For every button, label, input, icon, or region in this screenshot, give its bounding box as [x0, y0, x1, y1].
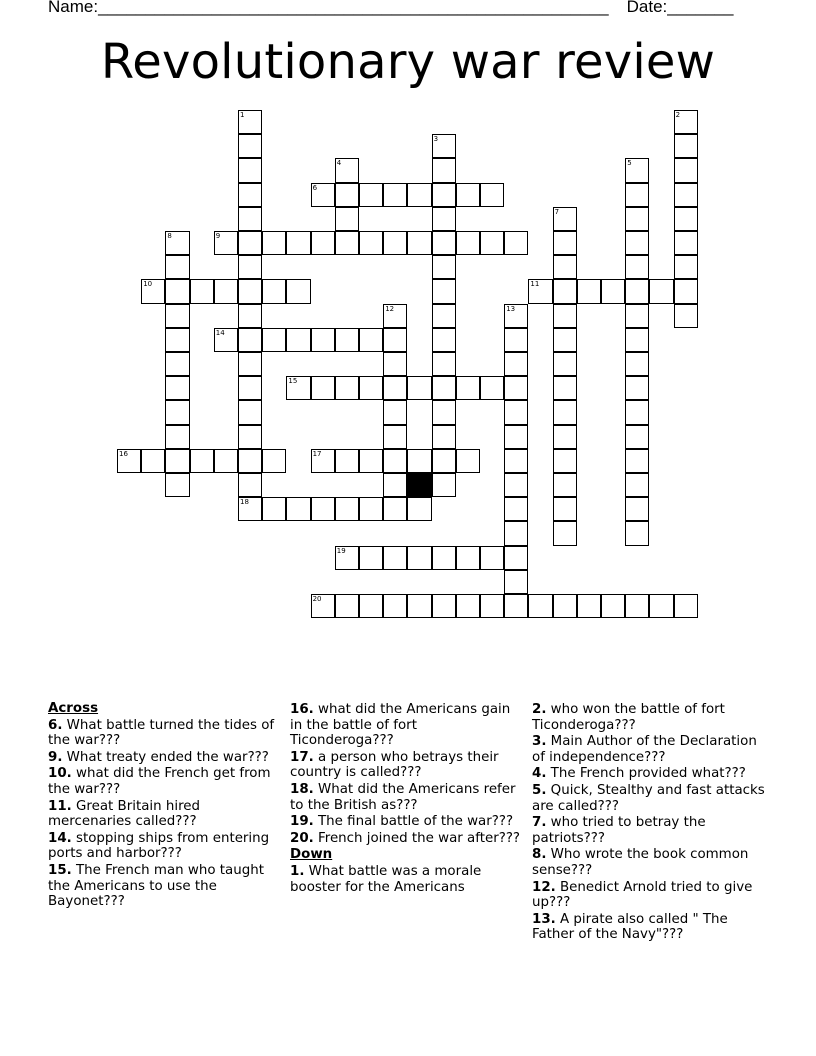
grid-cell[interactable] — [238, 231, 262, 255]
grid-cell[interactable] — [553, 521, 577, 545]
grid-cell[interactable] — [456, 594, 480, 618]
grid-cell[interactable] — [553, 449, 577, 473]
grid-cell[interactable] — [335, 328, 359, 352]
grid-cell[interactable] — [553, 594, 577, 618]
grid-cell[interactable] — [262, 497, 286, 521]
grid-cell[interactable] — [504, 521, 528, 545]
grid-cell[interactable] — [480, 594, 504, 618]
grid-cell[interactable] — [311, 594, 335, 618]
grid-cell[interactable] — [553, 231, 577, 255]
grid-cell[interactable] — [407, 183, 431, 207]
grid-cell[interactable] — [432, 134, 456, 158]
grid-cell[interactable] — [553, 497, 577, 521]
grid-cell[interactable] — [165, 255, 189, 279]
grid-cell[interactable] — [456, 231, 480, 255]
grid-cell[interactable] — [311, 376, 335, 400]
grid-cell[interactable] — [238, 328, 262, 352]
grid-cell[interactable] — [649, 594, 673, 618]
grid-cell[interactable] — [165, 304, 189, 328]
name-label: Name: — [48, 0, 99, 16]
grid-cell[interactable] — [674, 207, 698, 231]
clue-down-5: 5. Quick, Stealthy and fast attacks are called??? — [532, 782, 765, 814]
clue-number: 20 — [312, 595, 322, 603]
grid-cell[interactable] — [674, 594, 698, 618]
grid-cell[interactable] — [238, 134, 262, 158]
clue-number: 19 — [336, 546, 346, 555]
grid-cell[interactable] — [383, 546, 407, 570]
grid-cell[interactable] — [335, 207, 359, 231]
grid-cell[interactable] — [553, 352, 577, 376]
grid-cell[interactable] — [383, 400, 407, 424]
clue-across-19: 19. The final battle of the war??? — [290, 814, 514, 830]
grid-cell[interactable] — [335, 231, 359, 255]
grid-cell[interactable] — [238, 183, 262, 207]
grid-cell[interactable] — [238, 400, 262, 424]
grid-cell[interactable] — [456, 376, 480, 400]
grid-cell[interactable] — [504, 376, 528, 400]
clue-number: 1 — [240, 111, 245, 119]
grid-cell[interactable] — [286, 279, 310, 303]
clue-number: 18 — [240, 498, 249, 507]
clue-down-13: 13. A pirate also called " The Father of the Navy"??? — [532, 911, 728, 943]
grid-cell[interactable] — [456, 449, 480, 473]
grid-cell[interactable] — [528, 594, 552, 618]
grid-cell[interactable] — [553, 473, 577, 497]
clue-number: 7 — [554, 207, 560, 216]
clue-across-6: 6. What battle turned the tides of the war??? — [48, 717, 275, 749]
grid-cell[interactable] — [504, 473, 528, 497]
grid-cell[interactable] — [359, 231, 383, 255]
grid-cell[interactable] — [407, 497, 431, 521]
grid-cell[interactable] — [625, 400, 649, 424]
grid-cell[interactable] — [383, 473, 407, 497]
grid-cell[interactable] — [311, 231, 335, 255]
grid-cell[interactable] — [553, 425, 577, 449]
grid-cell[interactable] — [238, 304, 262, 328]
grid-cell[interactable] — [625, 425, 649, 449]
grid-cell[interactable] — [383, 425, 407, 449]
clue-number: 6 — [312, 183, 318, 192]
grid-cell[interactable] — [238, 158, 262, 182]
grid-cell[interactable] — [238, 110, 262, 134]
clue-across-11: 11. Great Britain hired mercenaries called??? — [48, 798, 201, 830]
black-cell — [407, 473, 431, 497]
clue-number: 4 — [336, 159, 342, 168]
grid-cell[interactable] — [359, 546, 383, 570]
clue-number: 17 — [312, 449, 322, 458]
grid-cell[interactable] — [335, 497, 359, 521]
grid-cell[interactable] — [553, 304, 577, 328]
grid-cell[interactable] — [286, 376, 310, 400]
grid-cell[interactable] — [286, 328, 310, 352]
grid-cell[interactable] — [190, 279, 214, 303]
grid-cell[interactable] — [625, 207, 649, 231]
grid-cell[interactable] — [383, 376, 407, 400]
header-line — [48, 0, 788, 17]
clue-down-7: 7. who tried to betray the patriots??? — [532, 815, 706, 846]
grid-cell[interactable] — [432, 400, 456, 424]
grid-cell[interactable] — [601, 279, 625, 303]
grid-cell[interactable] — [625, 183, 649, 207]
grid-cell[interactable] — [625, 521, 649, 545]
grid-cell[interactable] — [262, 449, 286, 473]
grid-cell[interactable] — [432, 473, 456, 497]
grid-cell[interactable] — [262, 279, 286, 303]
clue-down-2: 2. who won the battle of fort Ticonderoga??? — [532, 702, 725, 733]
grid-cell[interactable] — [504, 449, 528, 473]
grid-cell[interactable] — [432, 594, 456, 618]
grid-cell[interactable] — [165, 400, 189, 424]
grid-cell[interactable] — [504, 304, 528, 328]
grid-cell[interactable] — [432, 304, 456, 328]
down-heading: Down — [290, 847, 333, 863]
grid-cell[interactable] — [432, 352, 456, 376]
grid-cell[interactable] — [625, 279, 649, 303]
grid-cell[interactable] — [311, 328, 335, 352]
grid-cell[interactable] — [432, 207, 456, 231]
grid-cell[interactable] — [553, 207, 577, 231]
clue-across-18: 18. What did the Americans refer to the British as??? — [290, 781, 516, 813]
grid-cell[interactable] — [528, 279, 552, 303]
grid-cell[interactable] — [238, 425, 262, 449]
grid-cell[interactable] — [456, 546, 480, 570]
grid-cell[interactable] — [625, 473, 649, 497]
grid-cell[interactable] — [262, 231, 286, 255]
clue-across-9: 9. What treaty ended the war??? — [48, 749, 269, 765]
grid-cell[interactable] — [553, 279, 577, 303]
clue-across-20: 20. French joined the war after??? — [290, 830, 521, 846]
grid-cell[interactable] — [553, 328, 577, 352]
grid-cell[interactable] — [383, 328, 407, 352]
grid-cell[interactable] — [674, 255, 698, 279]
grid-cell[interactable] — [625, 449, 649, 473]
grid-cell[interactable] — [238, 352, 262, 376]
clue-down-12: 12. Benedict Arnold tried to give up??? — [532, 879, 753, 911]
grid-cell[interactable] — [335, 546, 359, 570]
grid-cell[interactable] — [335, 449, 359, 473]
grid-cell[interactable] — [214, 231, 238, 255]
grid-cell[interactable] — [359, 594, 383, 618]
grid-cell[interactable] — [141, 449, 165, 473]
grid-cell[interactable] — [383, 497, 407, 521]
grid-cell[interactable] — [165, 376, 189, 400]
grid-cell[interactable] — [504, 231, 528, 255]
grid-cell[interactable] — [480, 183, 504, 207]
grid-cell[interactable] — [311, 183, 335, 207]
grid-cell[interactable] — [625, 352, 649, 376]
date-blank[interactable]: _______ — [667, 0, 734, 16]
grid-cell[interactable] — [432, 328, 456, 352]
grid-cell[interactable] — [238, 255, 262, 279]
clue-number: 3 — [433, 135, 439, 144]
clue-number: 8 — [167, 232, 172, 240]
grid-cell[interactable] — [625, 497, 649, 521]
grid-cell[interactable] — [625, 255, 649, 279]
clue-down-3: 3. Main Author of the Declaration of independence??? — [532, 734, 757, 765]
grid-cell[interactable] — [674, 279, 698, 303]
clue-number: 5 — [627, 159, 632, 168]
name-blank[interactable]: ______________________________________________________ — [98, 0, 609, 16]
grid-cell[interactable] — [383, 231, 407, 255]
grid-cell[interactable] — [504, 328, 528, 352]
grid-cell[interactable] — [190, 449, 214, 473]
grid-cell[interactable] — [238, 449, 262, 473]
grid-cell[interactable] — [432, 546, 456, 570]
grid-cell[interactable] — [383, 304, 407, 328]
grid-cell[interactable] — [674, 183, 698, 207]
grid-cell[interactable] — [674, 134, 698, 158]
grid-cell[interactable] — [432, 279, 456, 303]
grid-cell[interactable] — [432, 231, 456, 255]
clue-number: 13 — [506, 304, 516, 313]
grid-cell[interactable] — [432, 449, 456, 473]
grid-cell[interactable] — [359, 449, 383, 473]
grid-cell[interactable] — [625, 594, 649, 618]
grid-cell[interactable] — [335, 183, 359, 207]
grid-cell[interactable] — [432, 425, 456, 449]
grid-cell[interactable] — [359, 376, 383, 400]
grid-cell[interactable] — [407, 594, 431, 618]
grid-cell[interactable] — [504, 352, 528, 376]
grid-cell[interactable] — [674, 158, 698, 182]
grid-cell[interactable] — [504, 497, 528, 521]
clue-across-14: 14. stopping ships from entering ports and harbor??? — [48, 830, 270, 862]
clue-down-8: 8. Who wrote the book common sense??? — [532, 847, 749, 878]
grid-cell[interactable] — [165, 328, 189, 352]
clue-number: 15 — [288, 377, 298, 386]
clue-column-3 — [532, 702, 768, 944]
grid-cell[interactable] — [383, 594, 407, 618]
grid-cell[interactable] — [383, 449, 407, 473]
grid-cell[interactable] — [165, 352, 189, 376]
grid-cell[interactable] — [311, 449, 335, 473]
grid-cell[interactable] — [432, 255, 456, 279]
grid-cell[interactable] — [504, 546, 528, 570]
grid-cell[interactable] — [625, 231, 649, 255]
grid-cell[interactable] — [238, 207, 262, 231]
grid-cell[interactable] — [504, 594, 528, 618]
clue-number: 2 — [675, 111, 681, 119]
grid-cell[interactable] — [407, 449, 431, 473]
across-heading: Across — [48, 701, 99, 716]
grid-cell[interactable] — [117, 449, 141, 473]
grid-cell[interactable] — [335, 158, 359, 182]
page-title: Revolutionary war review — [100, 34, 716, 90]
grid-cell[interactable] — [214, 328, 238, 352]
grid-cell[interactable] — [407, 376, 431, 400]
clue-across-10: 10. what did the French get from the war??? — [48, 766, 271, 797]
clue-number: 14 — [215, 328, 225, 337]
date-label: Date: — [626, 0, 668, 16]
grid-cell[interactable] — [480, 376, 504, 400]
clue-number: 9 — [215, 232, 221, 240]
grid-cell[interactable] — [238, 279, 262, 303]
grid-cell[interactable] — [674, 110, 698, 134]
clue-down-1: 1. What battle was a morale booster for the Americans — [290, 863, 482, 895]
grid-cell[interactable] — [335, 594, 359, 618]
grid-cell[interactable] — [141, 279, 165, 303]
grid-cell[interactable] — [649, 279, 673, 303]
grid-cell[interactable] — [625, 304, 649, 328]
clue-number: 10 — [143, 280, 153, 289]
grid-cell[interactable] — [286, 497, 310, 521]
grid-cell[interactable] — [214, 279, 238, 303]
clue-across-16: 16. what did the Americans gain in the battle of fort Ticonderoga??? — [290, 702, 511, 749]
grid-cell[interactable] — [625, 376, 649, 400]
grid-cell[interactable] — [674, 231, 698, 255]
grid-cell[interactable] — [407, 231, 431, 255]
clue-across-15: 15. The French man who taught the Americans to use the Bayonet??? — [48, 862, 264, 910]
grid-cell[interactable] — [432, 376, 456, 400]
grid-cell[interactable] — [165, 279, 189, 303]
grid-cell[interactable] — [238, 497, 262, 521]
grid-cell[interactable] — [601, 594, 625, 618]
grid-cell[interactable] — [407, 546, 431, 570]
grid-cell[interactable] — [165, 473, 189, 497]
clue-across-17: 17. a person who betrays their country is called??? — [290, 749, 499, 781]
grid-cell[interactable] — [335, 376, 359, 400]
grid-cell[interactable] — [286, 231, 310, 255]
grid-cell[interactable] — [674, 304, 698, 328]
grid-cell[interactable] — [504, 425, 528, 449]
grid-cell[interactable] — [359, 328, 383, 352]
grid-cell[interactable] — [577, 594, 601, 618]
grid-cell[interactable] — [504, 570, 528, 594]
grid-cell[interactable] — [553, 255, 577, 279]
grid-cell[interactable] — [359, 183, 383, 207]
clue-column-1 — [48, 701, 283, 911]
grid-cell[interactable] — [553, 376, 577, 400]
grid-cell[interactable] — [625, 328, 649, 352]
grid-cell[interactable] — [165, 231, 189, 255]
grid-cell[interactable] — [456, 183, 480, 207]
grid-cell[interactable] — [262, 328, 286, 352]
grid-cell[interactable] — [553, 400, 577, 424]
grid-cell[interactable] — [165, 449, 189, 473]
grid-cell[interactable] — [504, 400, 528, 424]
grid-cell[interactable] — [238, 473, 262, 497]
grid-cell[interactable] — [214, 449, 238, 473]
grid-cell[interactable] — [625, 158, 649, 182]
grid-cell[interactable] — [383, 183, 407, 207]
clue-number: 11 — [530, 280, 540, 289]
grid-cell[interactable] — [383, 352, 407, 376]
grid-cell[interactable] — [480, 231, 504, 255]
clue-column-2 — [290, 702, 522, 896]
clue-down-4: 4. The French provided what??? — [532, 766, 746, 782]
grid-cell[interactable] — [480, 546, 504, 570]
grid-cell[interactable] — [311, 497, 335, 521]
grid-cell[interactable] — [165, 425, 189, 449]
clue-number: 16 — [119, 449, 128, 458]
grid-cell[interactable] — [238, 376, 262, 400]
grid-cell[interactable] — [432, 158, 456, 182]
grid-cell[interactable] — [432, 183, 456, 207]
grid-cell[interactable] — [577, 279, 601, 303]
clue-number: 12 — [385, 304, 395, 313]
grid-cell[interactable] — [359, 497, 383, 521]
